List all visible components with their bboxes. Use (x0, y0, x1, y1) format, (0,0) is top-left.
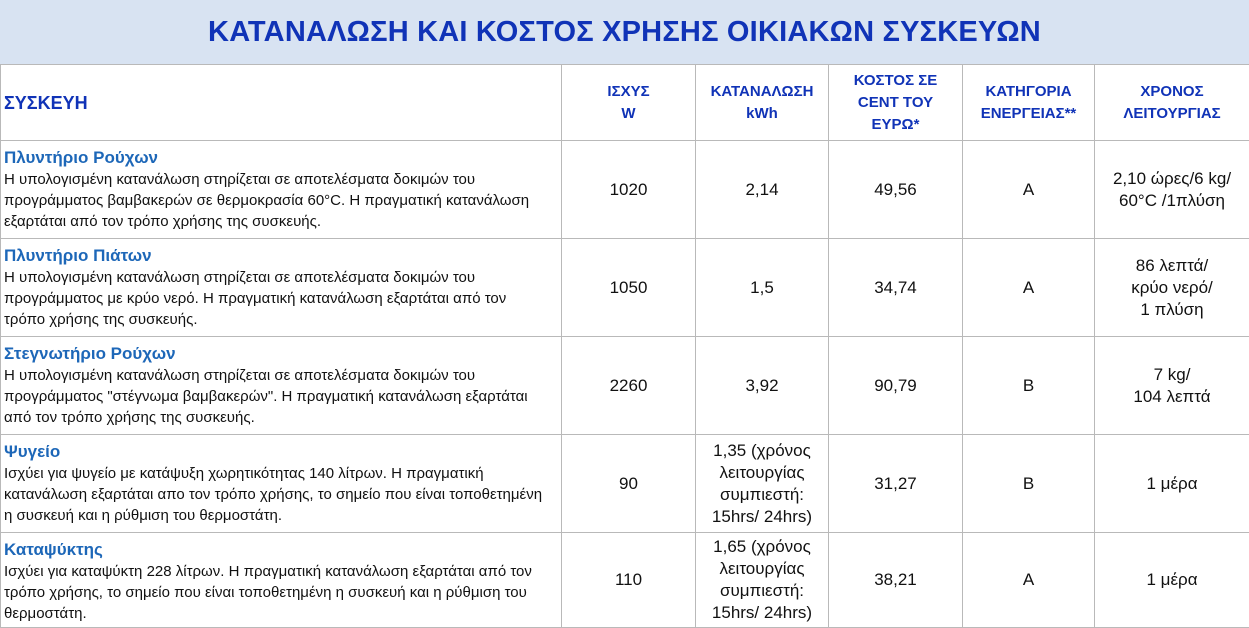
time-cell: 1 μέρα (1095, 533, 1249, 628)
category-cell: A (963, 141, 1095, 239)
power-cell: 1020 (562, 141, 696, 239)
header-line: ΧΡΟΝΟΣ (1140, 83, 1203, 100)
device-name: Στεγνωτήριο Ρούχων (4, 343, 555, 365)
consumption-cell: 1,65 (χρόνος λειτουργίας συμπιεστή: 15hrs/ 24hrs) (696, 533, 829, 628)
power-cell: 1050 (562, 239, 696, 337)
device-cell (1, 239, 562, 337)
cost-cell: 34,74 (829, 239, 963, 337)
header-line: CENT ΤΟΥ (858, 94, 933, 111)
time-cell: 7 kg/ 104 λεπτά (1095, 337, 1249, 435)
cost-cell: 31,27 (829, 435, 963, 533)
device-note: Η υπολογισμένη κατανάλωση στηρίζεται σε αποτελέσματα δοκιμών του προγράμματος βαμβακερών σε θερμοκρασία 60°C. Η πραγματική κατανάλωση εξαρτάται από τον τρόπο χρήσης της συσκευής. (4, 169, 555, 232)
table-row (1, 337, 1249, 435)
cost-cell: 38,21 (829, 533, 963, 628)
device-name: Πλυντήριο Πιάτων (4, 245, 555, 267)
page-title: ΚΑΤΑΝΑΛΩΣΗ ΚΑΙ ΚΟΣΤΟΣ ΧΡΗΣΗΣ ΟΙΚΙΑΚΩΝ ΣΥΣΚΕΥΩΝ (208, 16, 1041, 49)
device-note: Ισχύει για καταψύκτη 228 λίτρων. Η πραγματική κατανάλωση εξαρτάται από τον τρόπο χρήσης, το σημείο που είναι τοποθετημένη η συσκευή και η ρύθμιση του θερμοστάτη. (4, 561, 555, 624)
cost-cell: 49,56 (829, 141, 963, 239)
header-time (1095, 65, 1249, 141)
header-line: W (621, 105, 635, 122)
device-name: Καταψύκτης (4, 539, 555, 561)
device-cell (1, 435, 562, 533)
header-device: ΣΥΣΚΕΥΗ (1, 65, 562, 141)
device-note: Ισχύει για ψυγείο με κατάψυξη χωρητικότητας 140 λίτρων. Η πραγματική κατανάλωση εξαρτάται απο τον τρόπο χρήσης, το σημείο που είναι τοποθετημένη η συσκευή και η ρύθμιση του θερμοστάτη. (4, 463, 555, 526)
title-bar (0, 0, 1249, 65)
header-line: kWh (746, 105, 778, 122)
time-cell: 1 μέρα (1095, 435, 1249, 533)
device-name: Ψυγείο (4, 441, 555, 463)
power-cell: 110 (562, 533, 696, 628)
consumption-cell: 2,14 (696, 141, 829, 239)
header-power (562, 65, 696, 141)
category-cell: B (963, 337, 1095, 435)
header-line: ΚΑΤΗΓΟΡΙΑ (985, 83, 1071, 100)
table-row (1, 533, 1249, 628)
consumption-cell: 1,35 (χρόνος λειτουργίας συμπιεστή: 15hrs/ 24hrs) (696, 435, 829, 533)
device-note: Η υπολογισμένη κατανάλωση στηρίζεται σε αποτελέσματα δοκιμών του προγράμματος "στέγνωμα βαμβακερών". Η πραγματική κατανάλωση εξαρτάται από τον τρόπο χρήσης της συσκευής. (4, 365, 555, 428)
consumption-cell: 3,92 (696, 337, 829, 435)
time-cell: 86 λεπτά/ κρύο νερό/ 1 πλύση (1095, 239, 1249, 337)
header-consumption (696, 65, 829, 141)
header-line: ΚΑΤΑΝΑΛΩΣΗ (711, 83, 814, 100)
category-cell: B (963, 435, 1095, 533)
power-cell: 2260 (562, 337, 696, 435)
table-row (1, 435, 1249, 533)
device-name: Πλυντήριο Ρούχων (4, 147, 555, 169)
header-line: ΚΟΣΤΟΣ ΣΕ (854, 72, 938, 89)
table-row (1, 239, 1249, 337)
device-note: Η υπολογισμένη κατανάλωση στηρίζεται σε αποτελέσματα δοκιμών του προγράμματος με κρύο νερό. Η πραγματική κατανάλωση εξαρτάται από τον τρόπο χρήσης της συσκευής. (4, 267, 555, 330)
device-cell (1, 337, 562, 435)
header-cost (829, 65, 963, 141)
header-line: ΛΕΙΤΟΥΡΓΙΑΣ (1123, 105, 1220, 122)
table-header-row (1, 65, 1249, 141)
device-cell (1, 141, 562, 239)
device-cell (1, 533, 562, 628)
time-cell: 2,10 ώρες/6 kg/ 60°C /1πλύση (1095, 141, 1249, 239)
cost-cell: 90,79 (829, 337, 963, 435)
header-line: ΕΥΡΩ* (872, 116, 920, 133)
header-category (963, 65, 1095, 141)
appliance-table (0, 64, 1249, 628)
table-row (1, 141, 1249, 239)
consumption-cell: 1,5 (696, 239, 829, 337)
category-cell: A (963, 239, 1095, 337)
category-cell: A (963, 533, 1095, 628)
header-line: ΕΝΕΡΓΕΙΑΣ** (981, 105, 1077, 122)
header-line: ΙΣΧΥΣ (607, 83, 649, 100)
power-cell: 90 (562, 435, 696, 533)
